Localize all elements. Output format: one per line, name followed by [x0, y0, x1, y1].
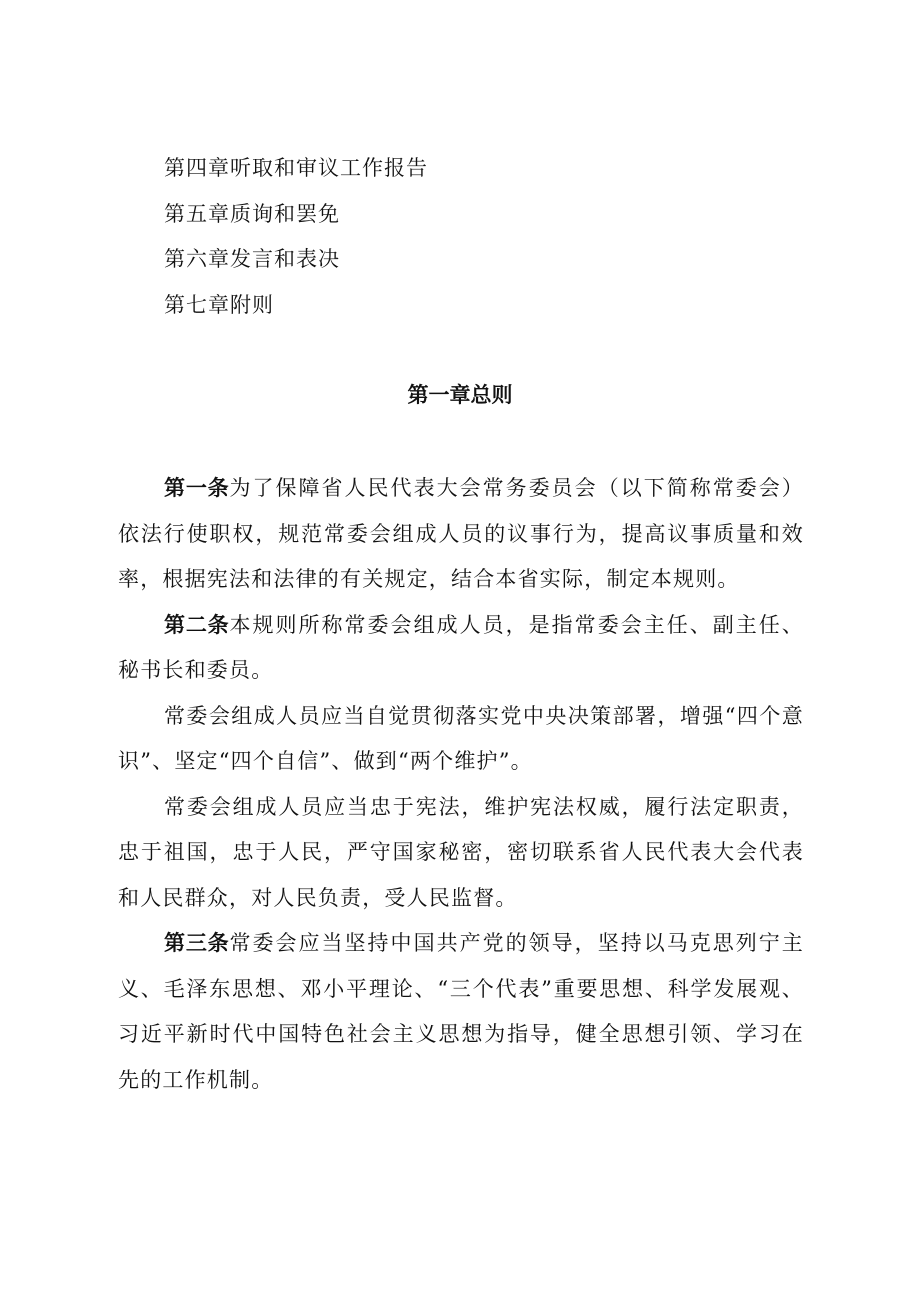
toc-item-chapter-7: 第七章附则: [164, 292, 274, 317]
article-label: 第一条: [164, 476, 230, 500]
article-2-paragraph-2: [118, 694, 804, 785]
article-3: [118, 921, 804, 1103]
article-2-paragraph-3: [118, 785, 804, 922]
chapter-title: 第一章总则: [407, 383, 513, 407]
article-text: 为了保障省人民代表大会常务委员会（以下简称常委会）依法行使职权，规范常委会组成人员的议事行为，提高议事质量和效率，根据宪法和法律的有关规定，结合本省实际，制定本规则。: [118, 476, 805, 591]
article-1: [118, 466, 804, 603]
toc-item-chapter-4: 第四章听取和审议工作报告: [164, 156, 428, 180]
table-of-contents: [164, 146, 804, 328]
article-label: 第二条: [164, 612, 230, 637]
article-label: 第三条: [164, 931, 230, 955]
toc-item-chapter-6: 第六章发言和表决: [164, 247, 340, 271]
paragraph-text: 常委会组成人员应当忠于宪法，维护宪法权威，履行法定职责，忠于祖国，忠于人民，严守国家秘密，密切联系省人民代表大会代表和人民群众，对人民负责，受人民监督。: [118, 794, 804, 910]
article-text: 本规则所称常委会组成人员，是指常委会主任、副主任、秘书长和委员。: [118, 612, 805, 682]
chapter-body: [118, 466, 804, 1103]
article-2: [118, 603, 804, 694]
article-text: 常委会应当坚持中国共产党的领导，坚持以马克思列宁主义、毛泽东思想、邓小平理论、“三个代表”重要思想、科学发展观、习近平新时代中国特色社会主义思想为指导，健全思想引领、学习在先的工作机制。: [118, 931, 805, 1092]
toc-item-chapter-5: 第五章质询和罢免: [164, 201, 340, 226]
paragraph-text: 常委会组成人员应当自觉贯彻落实党中央决策部署，增强“四个意识”、坚定“四个自信”、做到“两个维护”。: [118, 703, 804, 773]
